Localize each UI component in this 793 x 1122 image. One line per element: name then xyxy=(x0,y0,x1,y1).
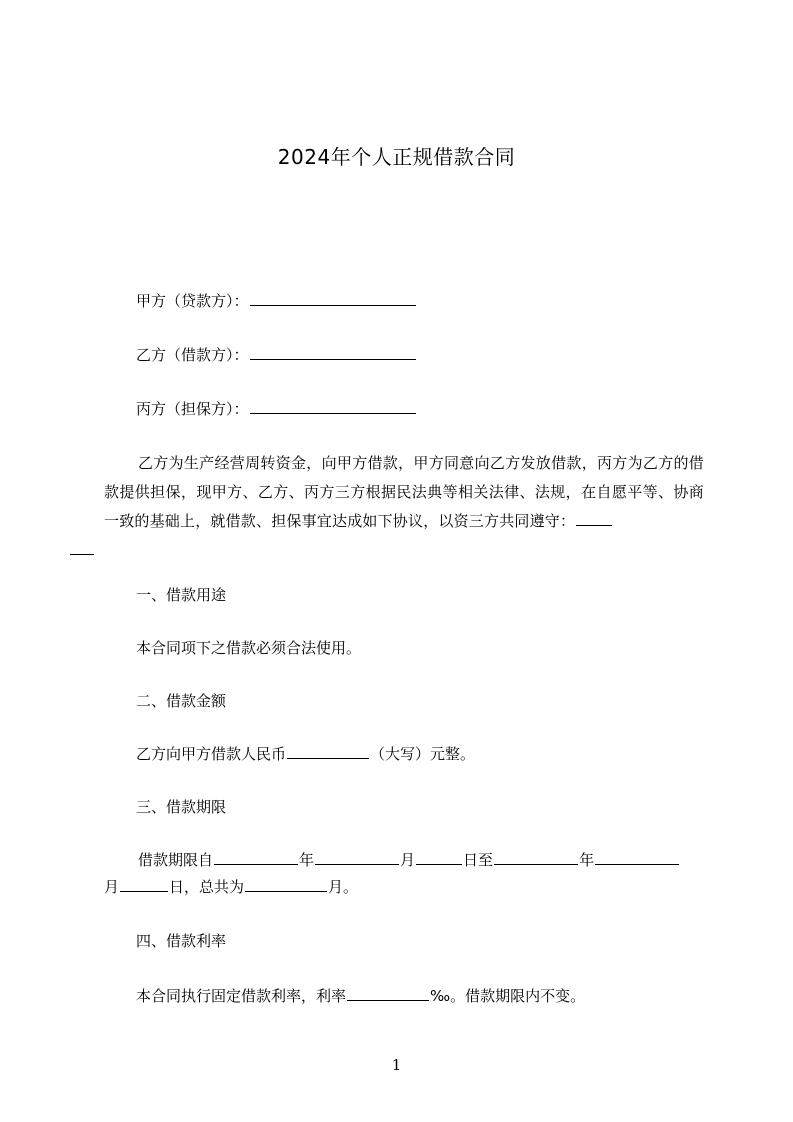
section-2-heading: 二、借款金额 xyxy=(136,692,227,710)
section-3-heading: 三、借款期限 xyxy=(136,798,227,816)
intro-text: 乙方为生产经营周转资金，向甲方借款，甲方同意向乙方发放借款，丙方为乙方的借款提供担保，现甲方、乙方、丙方三方根据民法典等相关法律、法规，在自愿平等、协商一致的基础上，就借款、担保事宜达成如下协议，以资三方共同遵守： xyxy=(104,454,704,530)
start-month-blank[interactable] xyxy=(315,850,399,865)
section-4-body xyxy=(136,985,585,1007)
section-1-body: 本合同项下之借款必须合法使用。 xyxy=(136,639,362,657)
start-year-label: 年 xyxy=(299,851,315,869)
start-month-label: 月 xyxy=(400,851,416,869)
rate-text-b: ‰。借款期限内不变。 xyxy=(430,987,586,1005)
end-year-blank[interactable] xyxy=(494,850,578,865)
section-1-heading: 一、借款用途 xyxy=(136,586,227,604)
borrower-line xyxy=(136,344,417,366)
term-text-from: 借款期限自 xyxy=(138,851,214,869)
end-month-label: 月 xyxy=(104,878,120,896)
loan-amount-blank[interactable] xyxy=(287,744,369,759)
section-3-line-2 xyxy=(104,876,358,898)
section-3-line-1 xyxy=(138,849,680,871)
loan-amount-text-b: （大写）元整。 xyxy=(370,745,476,763)
end-year-label: 年 xyxy=(579,851,595,869)
lender-label: 甲方（贷款方）： xyxy=(136,292,249,310)
end-month-blank-part[interactable] xyxy=(595,850,679,865)
document-title: 2024年个人正规借款合同 xyxy=(277,145,516,169)
intro-blank-a[interactable] xyxy=(576,511,612,526)
page-number: 1 xyxy=(391,1056,402,1074)
borrower-blank[interactable] xyxy=(250,345,416,360)
borrower-label: 乙方（借款方）： xyxy=(136,346,249,364)
lender-line xyxy=(136,290,417,312)
guarantor-blank[interactable] xyxy=(250,399,416,414)
lender-blank[interactable] xyxy=(250,291,416,306)
rate-text-a: 本合同执行固定借款利率，利率 xyxy=(136,987,347,1005)
total-months-blank[interactable] xyxy=(245,877,327,892)
intro-blank-b[interactable] xyxy=(70,540,94,555)
months-label: 月。 xyxy=(328,878,359,896)
end-day-total-label: 日，总共为 xyxy=(169,878,245,896)
section-2-body xyxy=(136,743,475,765)
interest-rate-blank[interactable] xyxy=(347,986,429,1001)
end-day-blank[interactable] xyxy=(120,877,168,892)
section-4-heading: 四、借款利率 xyxy=(136,932,227,950)
guarantor-line xyxy=(136,398,417,420)
start-day-to-label: 日至 xyxy=(463,851,494,869)
start-day-blank[interactable] xyxy=(416,850,462,865)
start-year-blank[interactable] xyxy=(214,850,298,865)
intro-paragraph xyxy=(104,449,704,565)
loan-amount-text-a: 乙方向甲方借款人民币 xyxy=(136,745,287,763)
guarantor-label: 丙方（担保方）： xyxy=(136,400,249,418)
